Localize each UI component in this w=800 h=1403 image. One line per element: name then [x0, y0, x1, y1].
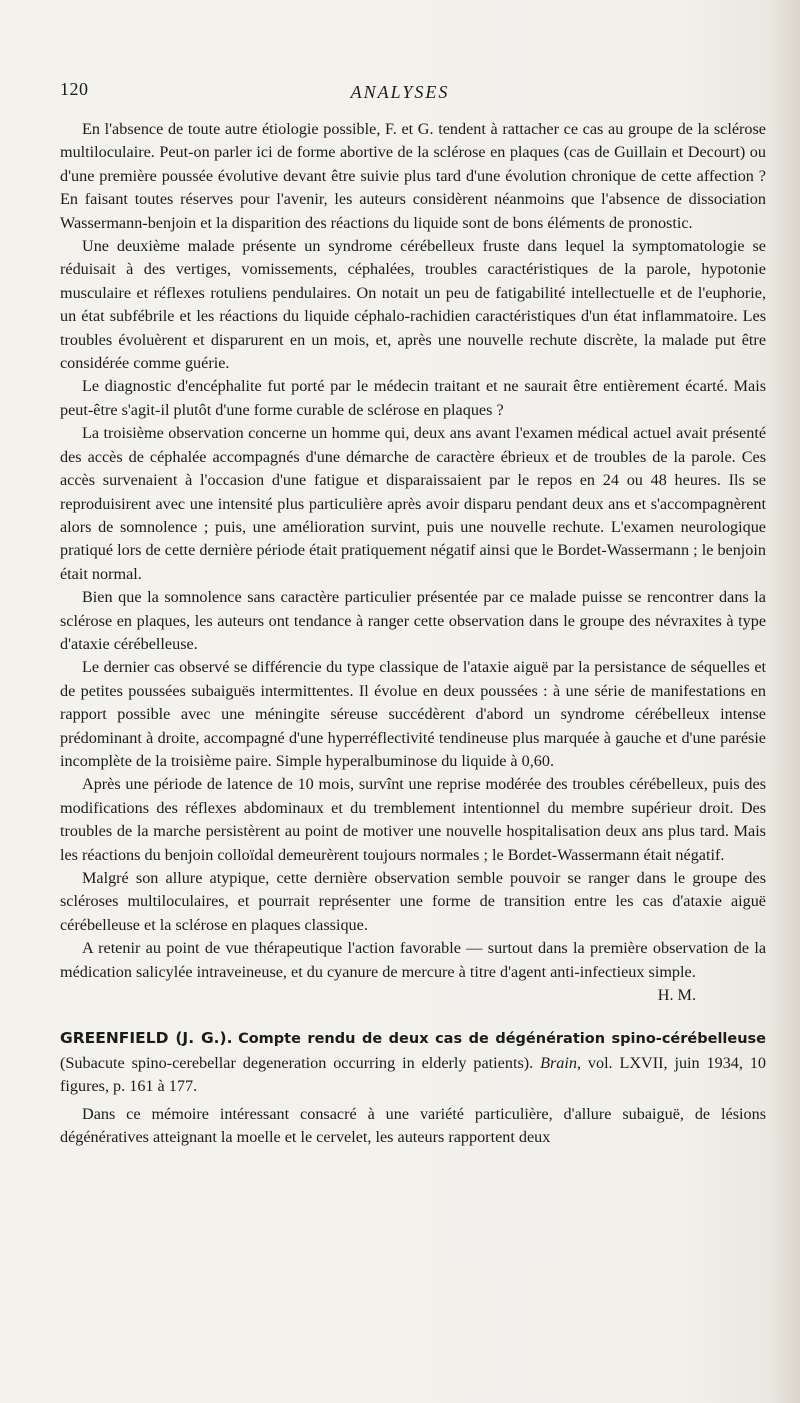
- reviewer-signature: H. M.: [657, 986, 696, 1005]
- running-head: ANALYSES: [350, 82, 450, 102]
- article-reference: [60, 1027, 766, 1098]
- article-title: Compte rendu de deux cas de dégénération spino-cérébelleuse: [238, 1031, 767, 1048]
- paragraph-7: Après une période de latence de 10 mois, survînt une reprise modérée des troubles cérébelleux, puis des modifications des réflexes abdominaux et du tremblement intentionnel du membre supérieur droit. Des troubles de la marche persistèrent au point de motiver une nouvelle hospitalisation deux ans plus tard. Mais les réactions du benjoin colloïdal demeurèrent toujours normales ; le Bordet-Wassermann était négatif.: [60, 775, 766, 864]
- paragraph-5: Bien que la somnolence sans caractère particulier présentée par ce malade puisse se rencontrer dans la sclérose en plaques, les auteurs ont tendance à ranger cette observation dans le groupe des névraxites à type d'ataxie cérébelleuse.: [60, 588, 766, 653]
- paragraph-9: [60, 937, 766, 1007]
- paragraph-2: Une deuxième malade présente un syndrome cérébelleux fruste dans lequel la symptomatologie se réduisait à des vertiges, vomissements, céphalées, troubles caractéristiques de la parole, hypotonie musculaire et réflexes rotuliens pendulaires. On notait un peu de fatigabilité intellectuelle et de l'euphorie, un état subfébrile et les réactions du liquide céphalo-rachidien caractéristiques d'un état inflammatoire. Les troubles évoluèrent et disparurent en un mois, et, après une nouvelle rechute discrète, la malade put être considérée comme guérie.: [60, 237, 766, 373]
- paragraph-8: Malgré son allure atypique, cette dernière observation semble pouvoir se ranger dans le groupe des scléroses multiloculaires, et pourrait représenter une forme de transition entre les cas d'ataxie aiguë cérébelleuse et la sclérose en plaques classique.: [60, 869, 766, 934]
- page-number: 120: [60, 79, 89, 99]
- paragraph-final: Dans ce mémoire intéressant consacré à une variété particulière, d'allure subaiguë, de lésions dégénératives atteignant la moelle et le cervelet, les auteurs rapportent deux: [60, 1104, 766, 1147]
- article-subtitle: (Subacute spino-cerebellar degeneration occurring in elderly patients).: [60, 1053, 534, 1072]
- article-journal: Brain: [540, 1053, 577, 1072]
- article-citation: , vol. LXVII, juin 1934, 10 figures, p. 161 à 177.: [60, 1053, 767, 1096]
- body-text: [60, 118, 766, 1149]
- paragraph-9-text: A retenir au point de vue thérapeutique l'action favorable — surtout dans la première observation de la médication salicylée intraveineuse, et du cyanure de mercure à titre d'agent anti-infectieux simple.: [60, 939, 766, 981]
- paragraph-1: En l'absence de toute autre étiologie possible, F. et G. tendent à rattacher ce cas au groupe de la sclérose multiloculaire. Peut-on parler ici de forme abortive de la sclérose en plaques (cas de Guillain et Decourt) ou d'une première poussée évolutive devant être suivie plus tard d'une évolution chronique de cette affection ? En faisant toutes réserves pour l'avenir, les auteurs considèrent néanmoins que l'absence de dissociation Wassermann-benjoin et la disparition des réactions du liquide sont de bons éléments de pronostic.: [60, 120, 766, 232]
- paragraph-6: Le dernier cas observé se différencie du type classique de l'ataxie aiguë par la persistance de séquelles et de petites poussées subaiguës intermittentes. Il évolue en deux poussées : à une série de manifestations en rapport possible avec une méningite séreuse succédèrent d'abord un syndrome cérébelleux intense prédominant à droite, accompagné d'une hyperréflectivité tendineuse plus marquée à gauche et d'une parésie incomplète de la troisième paire. Simple hyperalbuminose du liquide à 0,60.: [60, 658, 766, 770]
- article-author: GREENFIELD (J. G.).: [60, 1029, 233, 1048]
- paragraph-3: Le diagnostic d'encéphalite fut porté par le médecin traitant et ne saurait être entièrement écarté. Mais peut-être s'agit-il plutôt d'une forme curable de sclérose en plaques ?: [60, 377, 766, 419]
- paragraph-4: La troisième observation concerne un homme qui, deux ans avant l'examen médical actuel avait présenté des accès de céphalée accompagnés d'une démarche de caractère ébrieux et de troubles de la parole. Ces accès survenaient à l'occasion d'une fatigue et disparaissaient par le repos en 24 ou 48 heures. Ils se reproduisirent avec une intensité plus particulière après avoir disparu pendant deux ans et s'accompagnèrent alors de somnolence ; puis, une amélioration survint, puis une nouvelle rechute. L'examen neurologique pratiqué lors de cette dernière période était pratiquement négatif ainsi que le Bordet-Wassermann ; le benjoin était normal.: [60, 424, 766, 583]
